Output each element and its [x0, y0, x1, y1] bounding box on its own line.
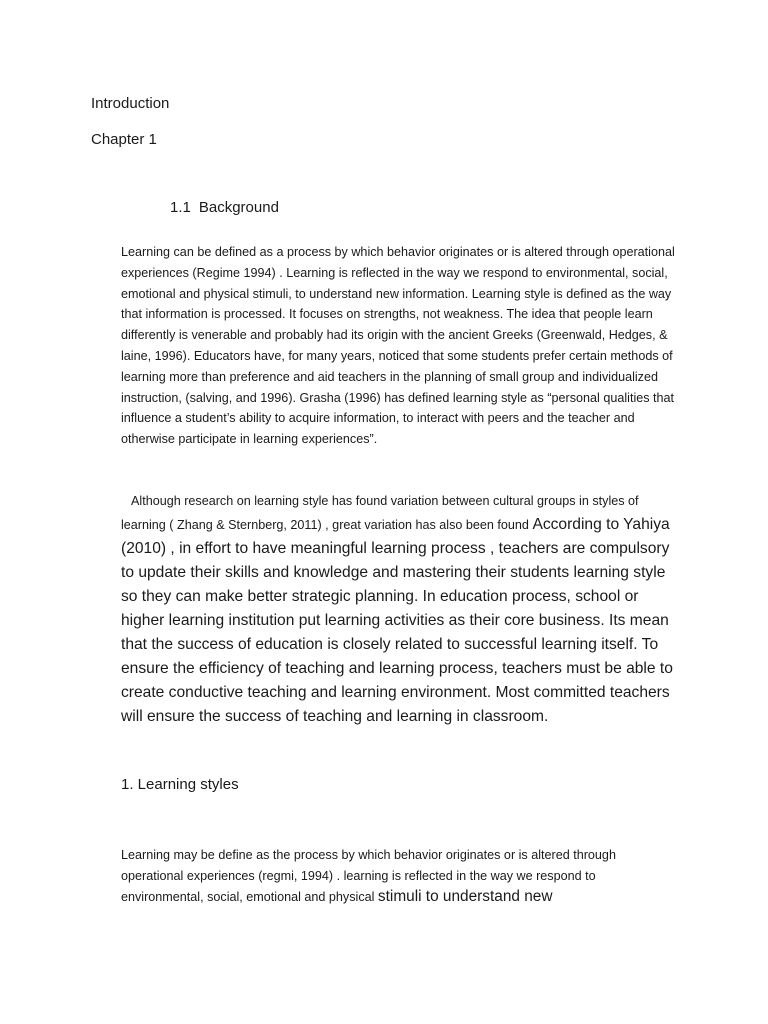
section-heading-learning-styles: 1. Learning styles — [121, 776, 239, 793]
paragraph-research-small-text: Although research on learning style has found variation between cultural groups in styles of learning ( Zhang & Sternberg, 2011) , great variation has also been found — [121, 494, 639, 532]
section-number: 1.1 — [170, 199, 191, 216]
paragraph-research — [121, 489, 681, 729]
section-heading-background — [170, 199, 279, 216]
paragraph-background: Learning can be defined as a process by which behavior originates or is altered through operational experiences (Regime 1994) . Learning is reflected in the way we respond to environmental, social, emotional and physical stimuli, to understand new information. Learning style is defined as the way that information is processed. It focuses on strengths, not weakness. The idea that people learn differently is venerable and probably had its origin with the ancient Greeks (Greenwald, Hedges, & laine, 1996). Educators have, for many years, noticed that some students prefer certain methods of learning more than preference and aid teachers in the planning of small group and individualized instruction, (salving, and 1996). Grasha (1996) has defined learning style as “personal qualities that influence a student’s ability to acquire information, to interact with peers and the teacher and otherwise participate in learning experiences”. — [121, 245, 675, 447]
heading-introduction: Introduction — [91, 95, 170, 112]
paragraph-learning-styles-small-text: Learning may be define as the process by which behavior originates or is altered through operational experiences (regmi, 1994) . learning is reflected in the way we respond to environmental, social, emotional and physical — [121, 848, 616, 904]
paragraph-learning-styles — [121, 845, 681, 907]
section-title: Background — [198, 199, 279, 216]
heading-chapter: Chapter 1 — [91, 131, 157, 148]
paragraph-research-large-text: According to Yahiya (2010) , in effort to have meaningful learning process , teachers are compulsory to update their skills and knowledge and mastering their students learning style so they can make better strategic planning. In education process, school or higher learning institution put learning activities as their core business. Its mean that the success of education is closely related to successful learning itself. To ensure the efficiency of teaching and learning process, teachers must be able to create conductive teaching and learning environment. Most committed teachers will ensure the success of teaching and learning in classroom. — [121, 516, 673, 725]
paragraph-learning-styles-large-text: stimuli to understand new — [377, 887, 553, 905]
